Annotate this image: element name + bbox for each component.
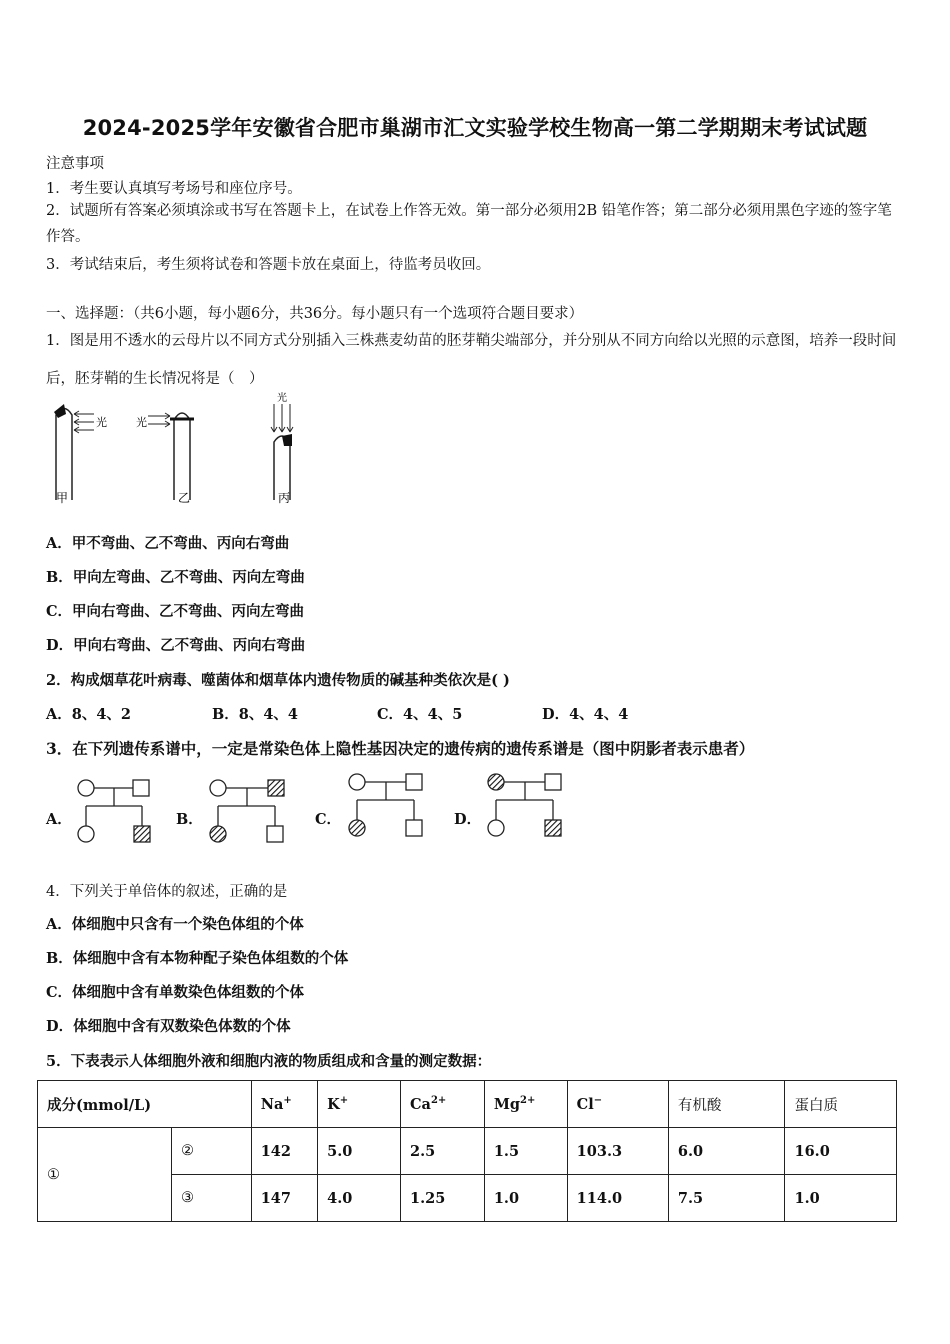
q1-option-c: C．甲向右弯曲、乙不弯曲、丙向左弯曲 [46,603,305,620]
header-cell: Cl− [567,1081,668,1128]
q2-option-a: A．8、4、2 [46,706,132,723]
notice-item-3: 3．考试结束后，考生须将试卷和答题卡放在桌面上，待监考员收回。 [46,257,491,273]
row-label-cell: ② [171,1128,251,1175]
row-label-cell: ③ [171,1175,251,1222]
table-cell: 103.3 [567,1128,668,1175]
table-cell: 1.0 [785,1175,897,1222]
light-label-yi: 光 [136,416,147,429]
q3-stem: 3．在下列遗传系谱中，一定是常染色体上隐性基因决定的遗传病的遗传系谱是（图中阴影者表示患者） [46,739,755,758]
table-cell: 4.0 [318,1175,401,1222]
q1-figure [40,390,320,510]
q3-option-b: B． [176,811,203,828]
q3-option-d: D． [454,811,482,828]
label-jia: 甲 [56,491,69,505]
table-cell: 142 [251,1128,317,1175]
light-label-jia: 光 [96,416,107,429]
notice-item-2: 2．试题所有答案必须填涂或书写在答题卡上，在试卷上作答无效。第一部分必须用2B 铅笔作答；第二部分必须用黑色字迹的签字笔作答。 [46,203,892,245]
label-yi: 乙 [178,491,191,505]
q3-option-c: C． [315,811,342,828]
q5-stem: 5．下表表示人体细胞外液和细胞内液的物质组成和含量的测定数据： [46,1053,492,1070]
q2-stem: 2．构成烟草花叶病毒、噬菌体和烟草体内遗传物质的碱基种类依次是( ) [46,672,510,689]
q2-option-b: B．8、4、4 [212,706,299,723]
q4-option-c: C．体细胞中含有单数染色体组数的个体 [46,984,305,1001]
page-title: 2024-2025学年安徽省合肥市巢湖市汇文实验学校生物高一第二学期期末考试试题 [82,116,868,140]
section-heading: 一、选择题：（共6小题，每小题6分，共36分。每小题只有一个选项符合题目要求） [46,306,584,322]
notice-item-1: 1．考生要认真填写考场号和座位序号。 [46,181,302,197]
group-label-cell: ① [38,1128,172,1222]
table-header-row [38,1081,897,1128]
table-cell: 5.0 [318,1128,401,1175]
table-cell: 147 [251,1175,317,1222]
pedigree-a [78,780,150,842]
q2-option-c: C．4、4、5 [377,706,463,723]
table-cell: 7.5 [668,1175,785,1222]
q4-option-b: B．体细胞中含有本物种配子染色体组数的个体 [46,950,349,967]
header-cell: 成分(mmol/L) [38,1081,252,1128]
q4-option-a: A．体细胞中只含有一个染色体组的个体 [46,916,304,933]
table-cell: 114.0 [567,1175,668,1222]
label-bing: 丙 [278,491,291,505]
coleoptile-yi [136,413,194,505]
coleoptile-jia [54,404,107,505]
header-cell: 蛋白质 [785,1081,897,1128]
table-cell: 1.25 [401,1175,485,1222]
q3-option-a: A． [46,811,72,828]
table-cell: 2.5 [401,1128,485,1175]
coleoptile-bing [271,391,293,505]
table-cell: 1.0 [484,1175,567,1222]
pedigree-c [349,774,422,836]
pedigree-b [210,780,284,842]
q1-stem: 1．图是用不透水的云母片以不同方式分别插入三株燕麦幼苗的胚芽鞘尖端部分，并分别从不同方向给以光照的示意图，培养一段时间后，胚芽鞘的生长情况将是（ ） [46,333,897,387]
q4-option-d: D．体细胞中含有双数染色体数的个体 [46,1018,291,1035]
q1-option-a: A．甲不弯曲、乙不弯曲、丙向右弯曲 [46,535,290,552]
table-cell: 6.0 [668,1128,785,1175]
header-cell: Na+ [251,1081,317,1128]
table-row [38,1128,897,1175]
q3-pedigrees [60,768,580,848]
q2-option-d: D．4、4、4 [542,706,629,723]
header-cell: $Ca^{2+}$ [401,1081,485,1128]
notice-heading: 注意事项 [46,156,104,172]
table-cell: 16.0 [785,1128,897,1175]
q1-option-d: D．甲向右弯曲、乙不弯曲、丙向右弯曲 [46,637,306,654]
q1-option-b: B．甲向左弯曲、乙不弯曲、丙向左弯曲 [46,569,305,586]
header-cell: K+ [318,1081,401,1128]
header-cell: 有机酸 [668,1081,785,1128]
q4-stem: 4．下列关于单倍体的叙述，正确的是 [46,884,288,900]
light-label-bing: 光 [277,393,287,404]
pedigree-d [488,774,561,836]
table-cell: 1.5 [484,1128,567,1175]
q5-table [37,1080,897,1222]
header-cell: $Mg^{2+}$ [484,1081,567,1128]
